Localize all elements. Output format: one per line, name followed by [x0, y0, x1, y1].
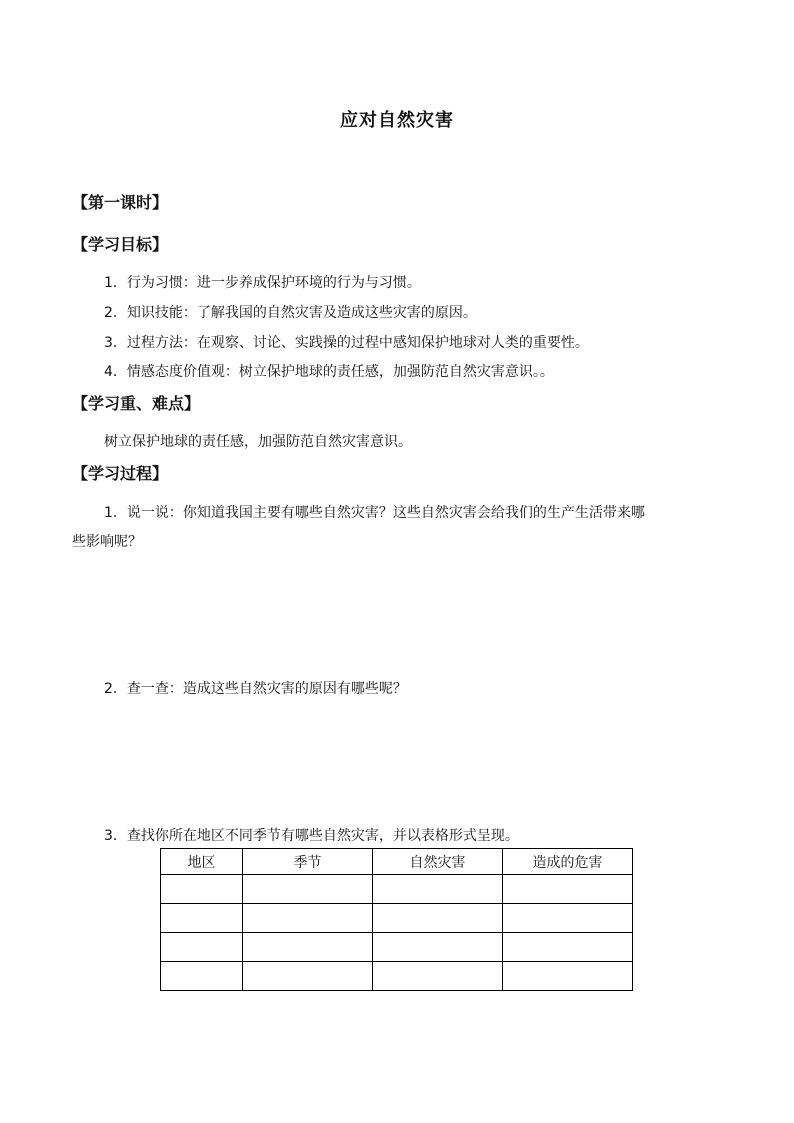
table-cell[interactable] — [243, 933, 373, 962]
question-3: 3．查找你所在地区不同季节有哪些自然灾害，并以表格形式呈现。 — [104, 828, 519, 844]
objective-item: 2．知识技能：了解我国的自然灾害及造成这些灾害的原因。 — [104, 305, 477, 321]
question-2: 2．查一查：造成这些自然灾害的原因有哪些呢？ — [104, 681, 407, 697]
page-title: 应对自然灾害 — [340, 110, 454, 131]
table-cell[interactable] — [373, 962, 503, 991]
process-heading: 【学习过程】 — [72, 464, 169, 483]
table-cell[interactable] — [161, 962, 243, 991]
header-season: 季节 — [243, 849, 373, 875]
table-cell[interactable] — [243, 875, 373, 904]
question-1: 1．说一说：你知道我国主要有哪些自然灾害？这些自然灾害会给我们的生产生活带来哪 — [104, 505, 645, 521]
table-cell[interactable] — [373, 904, 503, 933]
table-cell[interactable] — [503, 904, 633, 933]
table-row — [161, 904, 633, 933]
objective-item: 3．过程方法：在观察、讨论、实践操的过程中感知保护地球对人类的重要性。 — [104, 335, 589, 351]
table-cell[interactable] — [373, 875, 503, 904]
table-cell[interactable] — [243, 904, 373, 933]
table-cell[interactable] — [503, 962, 633, 991]
table-cell[interactable] — [503, 875, 633, 904]
objective-item: 4．情感态度价值观：树立保护地球的责任感，加强防范自然灾害意识。。 — [104, 364, 554, 380]
table-cell[interactable] — [161, 904, 243, 933]
table-row — [161, 933, 633, 962]
table-row — [161, 962, 633, 991]
table-cell[interactable] — [243, 962, 373, 991]
table-row — [161, 875, 633, 904]
header-disaster: 自然灾害 — [373, 849, 503, 875]
question-1-continued: 些影响呢？ — [72, 534, 142, 550]
table-cell[interactable] — [161, 933, 243, 962]
table-cell[interactable] — [503, 933, 633, 962]
lesson-heading: 【第一课时】 — [72, 193, 169, 212]
key-points-text: 树立保护地球的责任感，加强防范自然灾害意识。 — [104, 434, 412, 450]
header-harm: 造成的危害 — [503, 849, 633, 875]
table-cell[interactable] — [373, 933, 503, 962]
objectives-heading: 【学习目标】 — [72, 235, 169, 254]
table-header-row — [161, 849, 633, 875]
objective-item: 1．行为习惯：进一步养成保护环境的行为与习惯。 — [104, 275, 421, 291]
key-points-heading: 【学习重、难点】 — [72, 394, 201, 413]
region-disaster-table — [160, 848, 633, 991]
header-region: 地区 — [161, 849, 243, 875]
table-cell[interactable] — [161, 875, 243, 904]
